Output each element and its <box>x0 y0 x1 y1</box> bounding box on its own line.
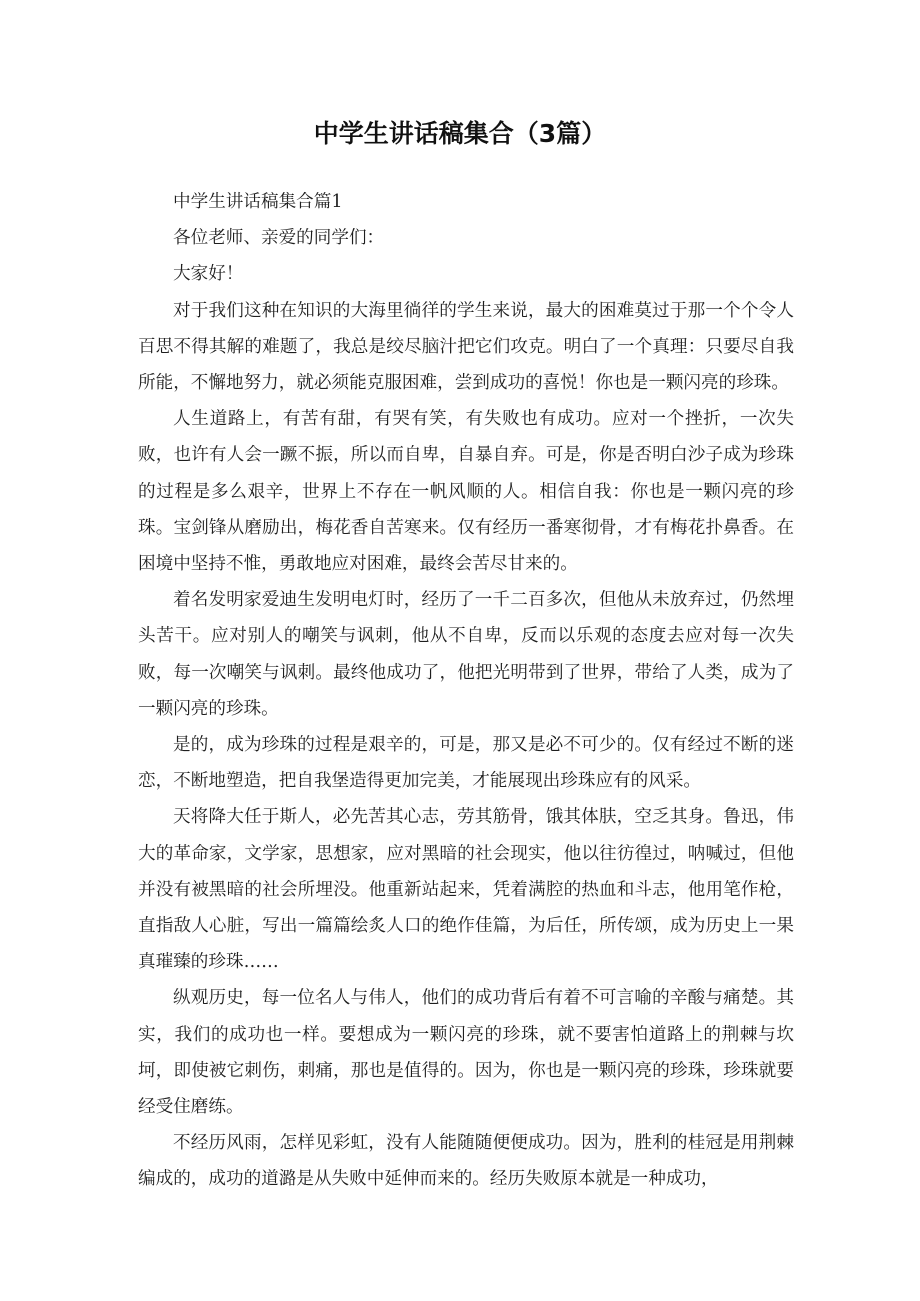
paragraph: 纵观历史，每一位名人与伟人，他们的成功背后有着不可言喻的辛酸与痛楚。其实，我们的成功也一样。要想成为一颗闪亮的珍珠，就不要害怕道路上的荆棘与坎坷，即使被它刺伤，刺痛，那也是值得的。因为，你也是一颗闪亮的珍珠，珍珠就要经受住磨练。 <box>138 988 794 1118</box>
paragraph: 对于我们这种在知识的大海里徜徉的学生来说，最大的困难莫过于那一个个令人百思不得其解的难题了，我总是绞尽脑汁把它们攻克。明白了一个真理：只要尽自我所能，不懈地努力，就必须能克服困难，尝到成功的喜悦！你也是一颗闪亮的珍珠。 <box>138 300 794 394</box>
paragraph: 天将降大任于斯人，必先苦其心志，劳其筋骨，饿其体肤，空乏其身。鲁迅，伟大的革命家，文学家，思想家，应对黑暗的社会现实，他以往彷徨过，呐喊过，但他并没有被黑暗的社会所埋没。他重新站起来，凭着满腔的热血和斗志，他用笔作枪，直指敌人心脏，写出一篇篇绘炙人口的绝作佳篇，为后任，所传颂，成为历史上一果真璀臻的珍珠…… <box>138 807 794 973</box>
paragraph: 着名发明家爱迪生发明电灯时，经历了一千二百多次，但他从未放弃过，仍然埋头苦干。应对别人的嘲笑与讽刺，他从不自卑，反而以乐观的态度去应对每一次失败，每一次嘲笑与讽刺。最终他成功了，他把光明带到了世界，带给了人类，成为了一颗闪亮的珍珠。 <box>138 590 794 719</box>
document-body <box>138 184 794 1198</box>
paragraph: 是的，成为珍珠的过程是艰辛的，可是，那又是必不可少的。仅有经过不断的迷恋，不断地塑造，把自我堡造得更加完美，才能展现出珍珠应有的风采。 <box>138 735 794 792</box>
section-heading: 中学生讲话稿集合篇1 <box>173 192 343 212</box>
document-title: 中学生讲话稿集合（3篇） <box>313 119 607 148</box>
paragraph: 不经历风雨，怎样见彩虹，没有人能随随便便成功。因为，胜利的桂冠是用荆棘编成的，成功的道潞是从失败中延伸而来的。经历失败原本就是一种成功， <box>138 1133 794 1190</box>
paragraph: 人生道路上，有苦有甜，有哭有笑，有失败也有成功。应对一个挫折，一次失败，也许有人会一蹶不振，所以而自卑，自暴自弃。可是，你是否明白沙子成为珍珠的过程是多么艰辛，世界上不存在一帆风顺的人。相信自我：你也是一颗闪亮的珍珠。宝剑锋从磨励出，梅花香自苦寒来。仅有经历一番寒彻骨，才有梅花扑鼻香。在困境中坚持不惟，勇敢地应对困难，最终会苦尽甘来的。 <box>138 409 794 575</box>
salutation: 各位老师、亲爱的同学们： <box>173 228 385 249</box>
greeting: 大家好！ <box>173 264 244 285</box>
